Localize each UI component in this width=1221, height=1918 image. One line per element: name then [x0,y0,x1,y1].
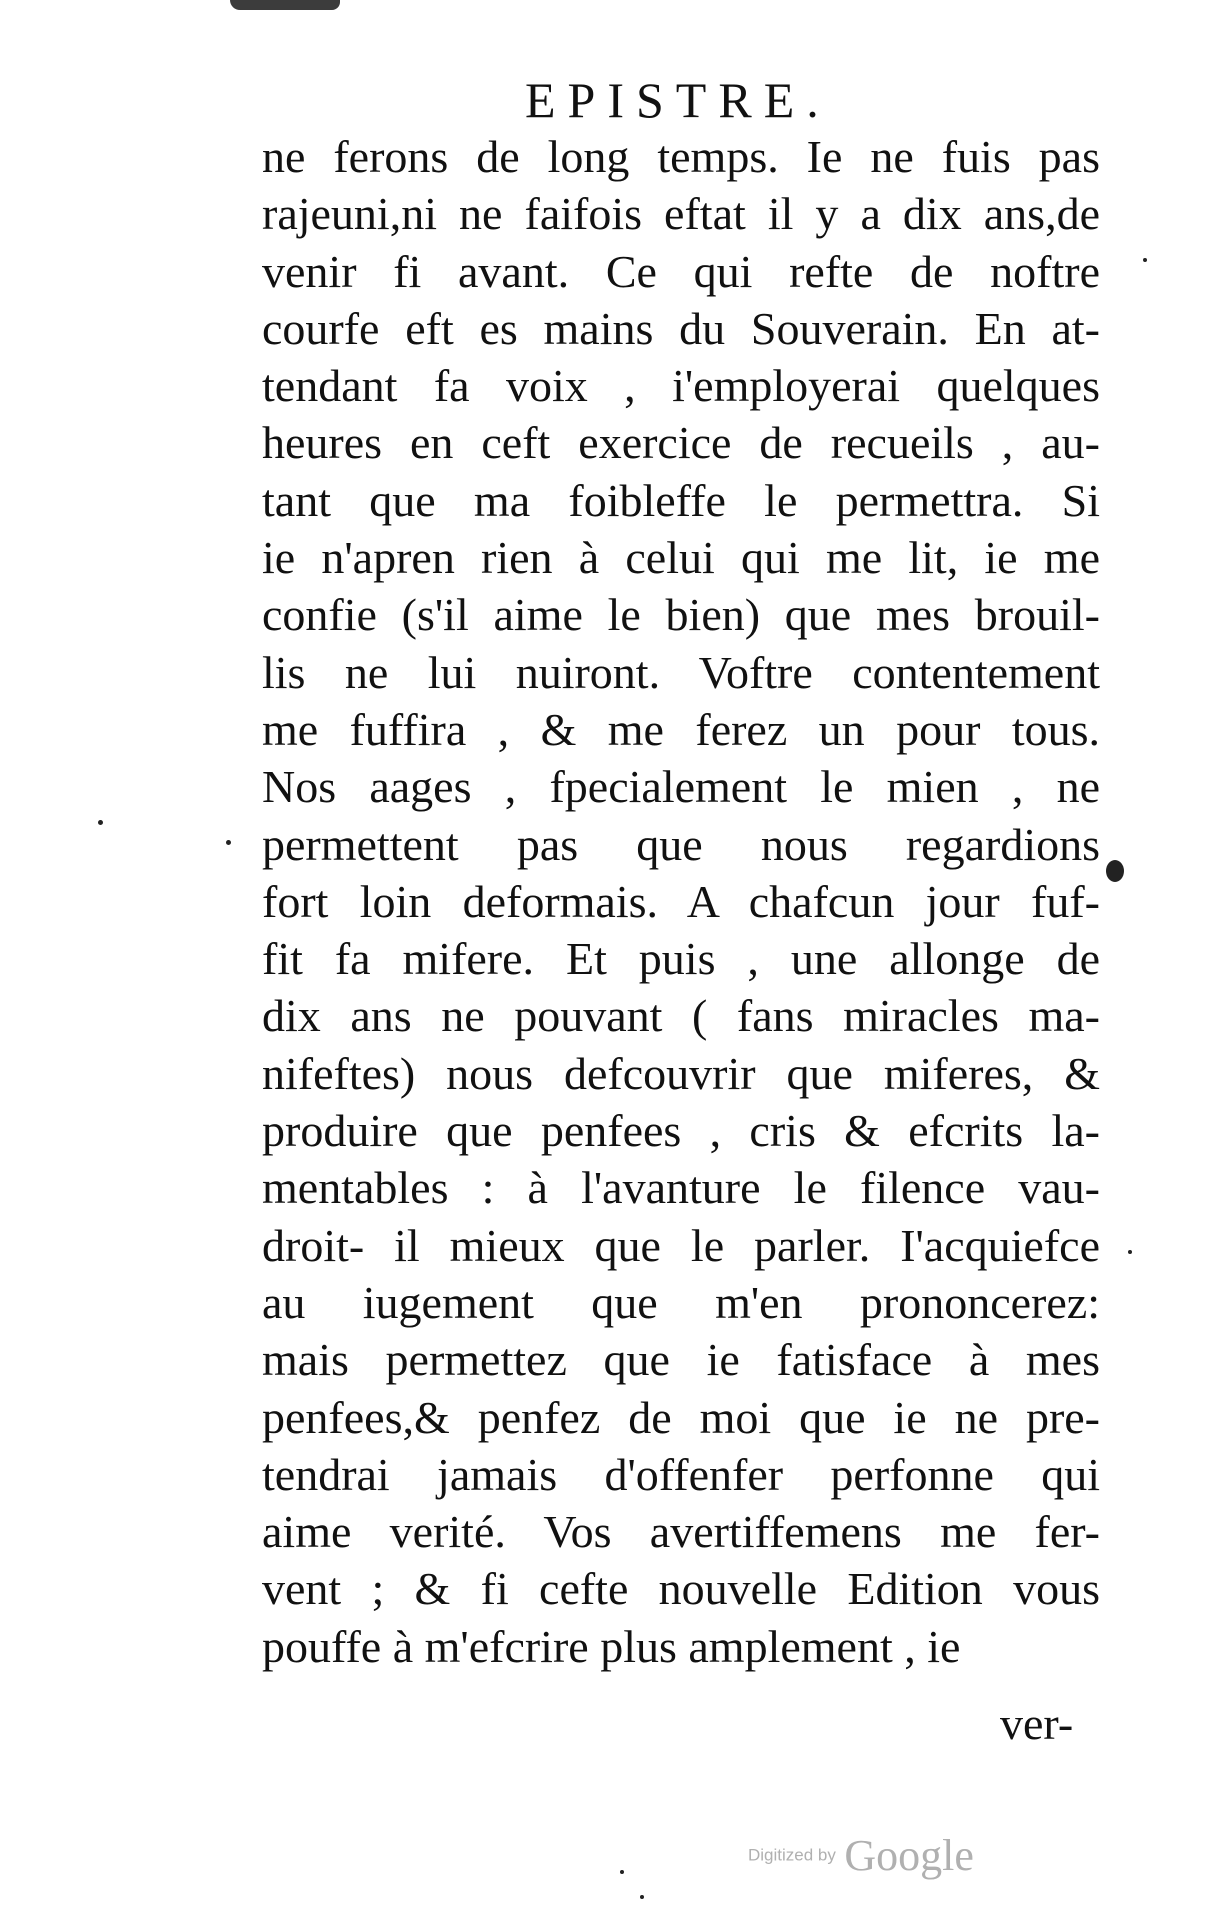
text-line: lis ne lui nuiront. Voftre contentement [262,646,1100,698]
text-line: fit fa mifere. Et puis , une allonge de [262,933,1100,985]
text-line: tant que ma foibleffe le permettra. Si [262,474,1100,526]
text-line: mais permettez que ie fatisface à mes [262,1334,1100,1386]
text-line: pouffe à m'efcrire plus amplement , ie [262,1620,961,1672]
text-line: heures en ceft exercice de recueils , au- [262,417,1100,469]
text-line: confie (s'il aime le bien) que mes brouil- [262,589,1100,641]
text-line: dix ans ne pouvant ( fans miracles ma- [262,990,1100,1042]
ink-speck [226,840,231,845]
ink-speck [620,1870,624,1874]
text-line: Nos aages , fpecialement le mien , ne [262,761,1100,813]
text-line: mentables : à l'avanture le filence vau- [262,1162,1100,1214]
body-text [262,128,1100,1675]
text-line: ie n'apren rien à celui qui me lit, ie me [262,532,1100,584]
text-line: courfe eft es mains du Souverain. En at- [262,302,1100,354]
text-line: penfees,& penfez de moi que ie ne pre- [262,1391,1100,1443]
text-line: rajeuni,ni ne faifois eftat il y a dix ans,de [262,188,1100,240]
text-line: fort loin deformais. A chafcun jour fuf- [262,875,1100,927]
ink-speck [1106,860,1124,882]
ink-speck [1128,1250,1132,1254]
text-line: produire que penfees , cris & efcrits la- [262,1105,1100,1157]
ink-speck [640,1895,644,1899]
ink-smudge [230,0,340,10]
text-line: venir fi avant. Ce qui refte de noftre [262,245,1100,297]
ink-speck [1143,258,1147,262]
catchword: ver- [1000,1698,1074,1749]
text-line: permettent pas que nous regardions [262,818,1100,870]
digitized-watermark [748,1830,974,1881]
text-line: me fuffira , & me ferez un pour tous. [262,703,1100,755]
text-line: aime verité. Vos avertiffemens me fer- [262,1506,1100,1558]
text-line: nifeftes) nous defcouvrir que miferes, & [262,1047,1100,1099]
text-line: au iugement que m'en prononcerez: [262,1276,1100,1328]
text-line: droit- il mieux que le parler. I'acquiefce [262,1219,1100,1271]
running-title: EPISTRE. [525,72,831,128]
text-line: ne ferons de long temps. Ie ne fuis pas [262,131,1100,182]
google-logo: Google [844,1831,974,1880]
text-line: vent ; & fi cefte nouvelle Edition vous [262,1563,1100,1615]
ink-speck [98,820,103,825]
text-line: tendrai jamais d'offenfer perfonne qui [262,1448,1100,1500]
watermark-prefix: Digitized by [748,1845,836,1865]
text-line: tendant fa voix , i'employerai quelques [262,360,1100,412]
